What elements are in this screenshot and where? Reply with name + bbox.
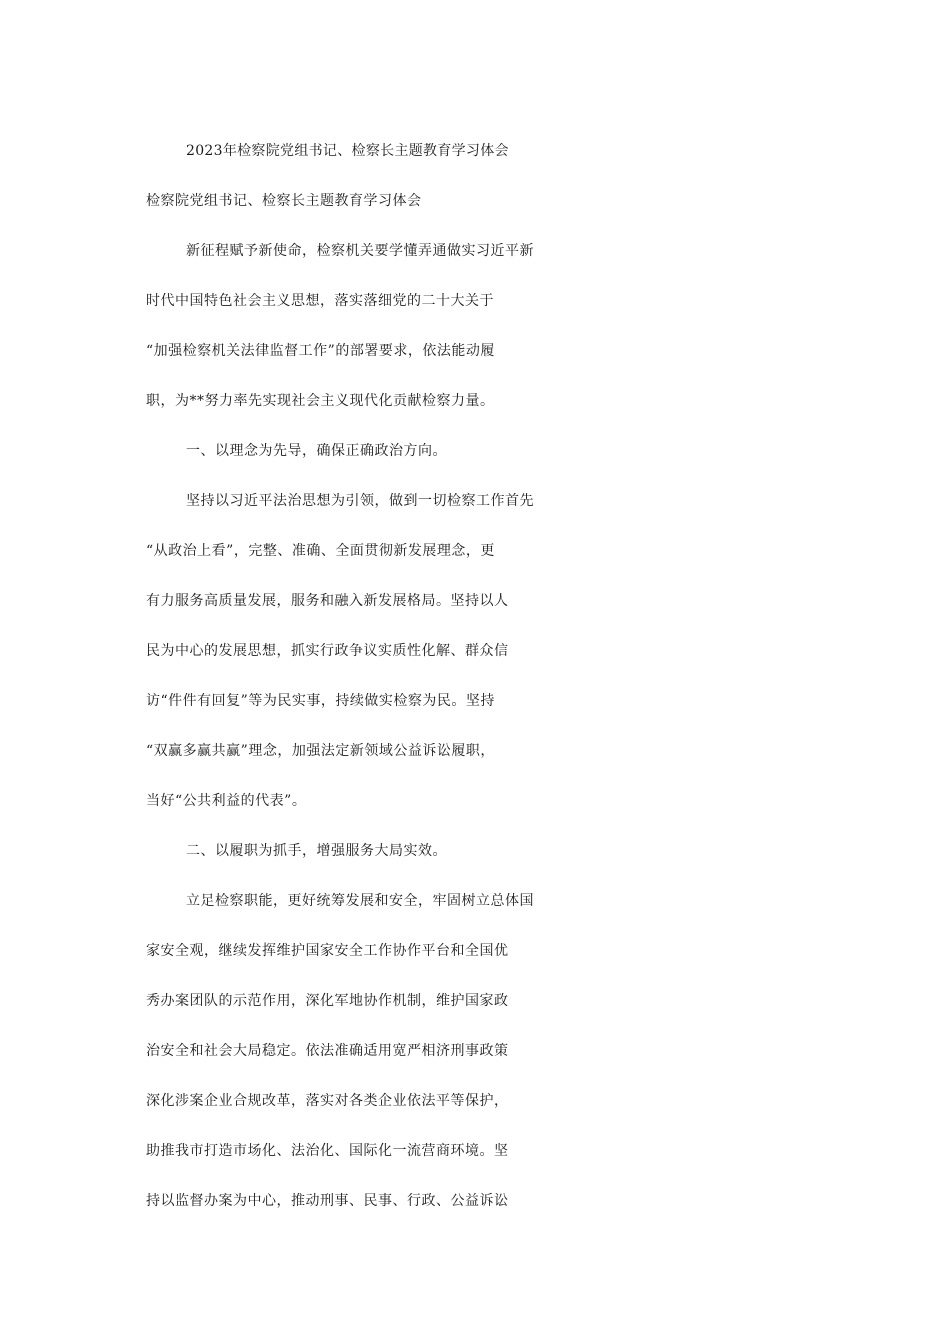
paragraph-line: “加强检察机关法律监督工作”的部署要求，依法能动履: [146, 343, 495, 359]
section-heading: 二、以履职为抓手，增强服务大局实效。: [186, 843, 447, 859]
paragraph-line: 有力服务高质量发展，服务和融入新发展格局。坚持以人: [146, 593, 509, 609]
paragraph-line: 当好“公共利益的代表”。: [146, 793, 307, 809]
paragraph-line: 民为中心的发展思想，抓实行政争议实质性化解、群众信: [146, 643, 509, 659]
paragraph-line: “从政治上看”，完整、准确、全面贯彻新发展理念，更: [146, 543, 495, 559]
paragraph-line: 时代中国特色社会主义思想，落实落细党的二十大关于: [146, 293, 494, 309]
section-heading: 一、以理念为先导，确保正确政治方向。: [186, 443, 447, 459]
paragraph-line: 家安全观，继续发挥维护国家安全工作协作平台和全国优: [146, 943, 509, 959]
paragraph-line: 新征程赋予新使命，检察机关要学懂弄通做实习近平新: [186, 243, 534, 259]
paragraph-line: 深化涉案企业合规改革，落实对各类企业依法平等保护，: [146, 1093, 509, 1109]
paragraph-line: 访“件件有回复”等为民实事，持续做实检察为民。坚持: [146, 693, 495, 709]
paragraph-line: 秀办案团队的示范作用，深化军地协作机制，维护国家政: [146, 993, 509, 1009]
paragraph-line: 坚持以习近平法治思想为引领，做到一切检察工作首先: [186, 493, 534, 509]
paragraph-line: 持以监督办案为中心，推动刑事、民事、行政、公益诉讼: [146, 1193, 509, 1209]
document-subtitle: 检察院党组书记、检察长主题教育学习体会: [146, 193, 422, 209]
paragraph-line: 治安全和社会大局稳定。依法准确适用宽严相济刑事政策: [146, 1043, 509, 1059]
paragraph-line: 职，为**努力率先实现社会主义现代化贡献检察力量。: [146, 393, 495, 409]
paragraph-line: 助推我市打造市场化、法治化、国际化一流营商环境。坚: [146, 1143, 509, 1159]
paragraph-line: “双赢多赢共赢”理念，加强法定新领域公益诉讼履职，: [146, 743, 495, 759]
paragraph-line: 立足检察职能，更好统筹发展和安全，牢固树立总体国: [186, 893, 534, 909]
document-title: 2023年检察院党组书记、检察长主题教育学习体会: [186, 143, 509, 159]
